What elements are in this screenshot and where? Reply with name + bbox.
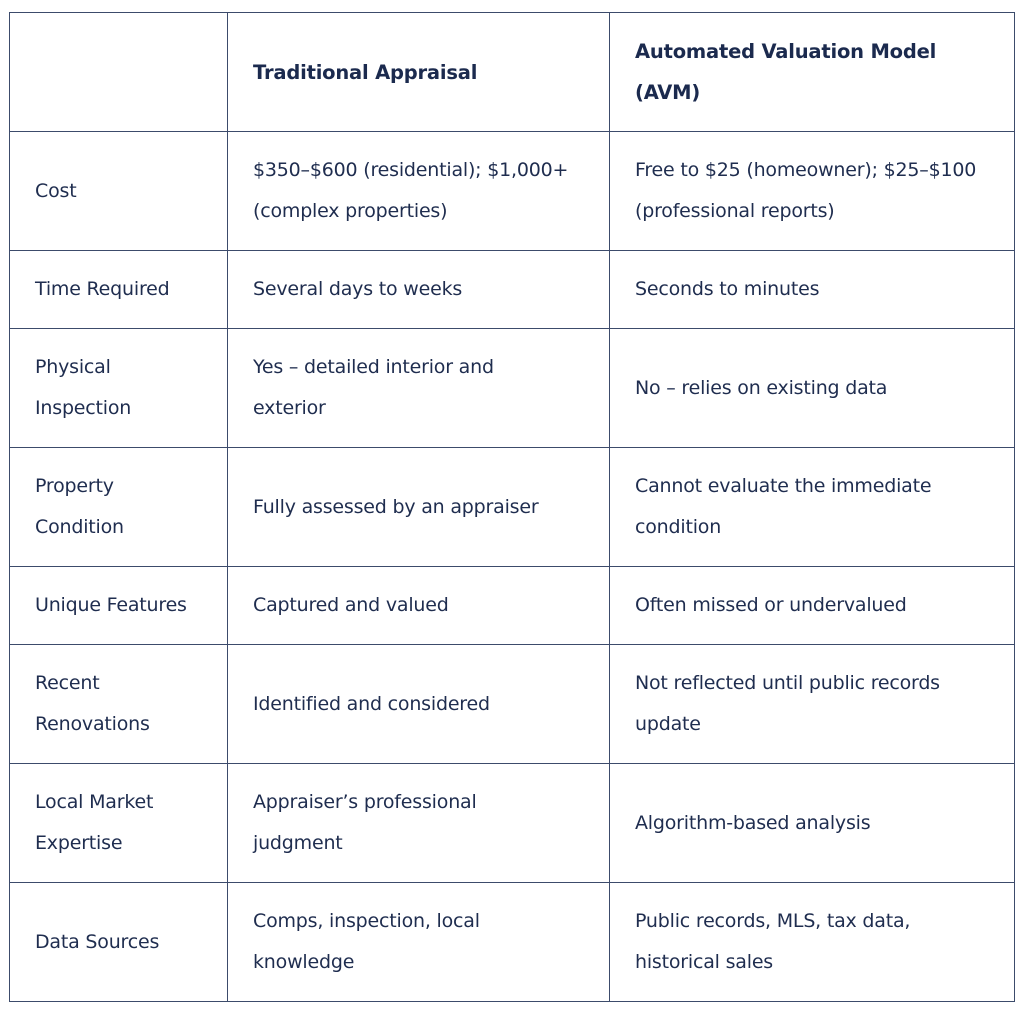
avm-value: Often missed or undervalued [610, 567, 1015, 645]
header-row [10, 13, 1015, 132]
row-label: Data Sources [10, 883, 228, 1002]
traditional-value: Captured and valued [228, 567, 610, 645]
table-row [10, 567, 1015, 645]
header-traditional-appraisal: Traditional Appraisal [228, 13, 610, 132]
table-row [10, 329, 1015, 448]
row-label: Local Market Expertise [10, 764, 228, 883]
avm-value: Cannot evaluate the immediate condition [610, 448, 1015, 567]
traditional-value: Yes – detailed interior and exterior [228, 329, 610, 448]
table-row [10, 132, 1015, 251]
row-label: Recent Renovations [10, 645, 228, 764]
avm-value: Seconds to minutes [610, 251, 1015, 329]
header-empty [10, 13, 228, 132]
row-label: Cost [10, 132, 228, 251]
avm-value: Free to $25 (homeowner); $25–$100 (professional reports) [610, 132, 1015, 251]
traditional-value: Comps, inspection, local knowledge [228, 883, 610, 1002]
avm-value: Public records, MLS, tax data, historical sales [610, 883, 1015, 1002]
avm-value: Algorithm-based analysis [610, 764, 1015, 883]
avm-value: No – relies on existing data [610, 329, 1015, 448]
row-label: Unique Features [10, 567, 228, 645]
traditional-value: Several days to weeks [228, 251, 610, 329]
row-label: Time Required [10, 251, 228, 329]
table-row [10, 764, 1015, 883]
traditional-value: $350–$600 (residential); $1,000+ (complex properties) [228, 132, 610, 251]
traditional-value: Fully assessed by an appraiser [228, 448, 610, 567]
table-row [10, 448, 1015, 567]
row-label: Property Condition [10, 448, 228, 567]
table-row [10, 883, 1015, 1002]
row-label: Physical Inspection [10, 329, 228, 448]
table-row [10, 251, 1015, 329]
comparison-table [9, 12, 1015, 1002]
table-row [10, 645, 1015, 764]
traditional-value: Appraiser’s professional judgment [228, 764, 610, 883]
header-avm: Automated Valuation Model (AVM) [610, 13, 1015, 132]
traditional-value: Identified and considered [228, 645, 610, 764]
avm-value: Not reflected until public records update [610, 645, 1015, 764]
